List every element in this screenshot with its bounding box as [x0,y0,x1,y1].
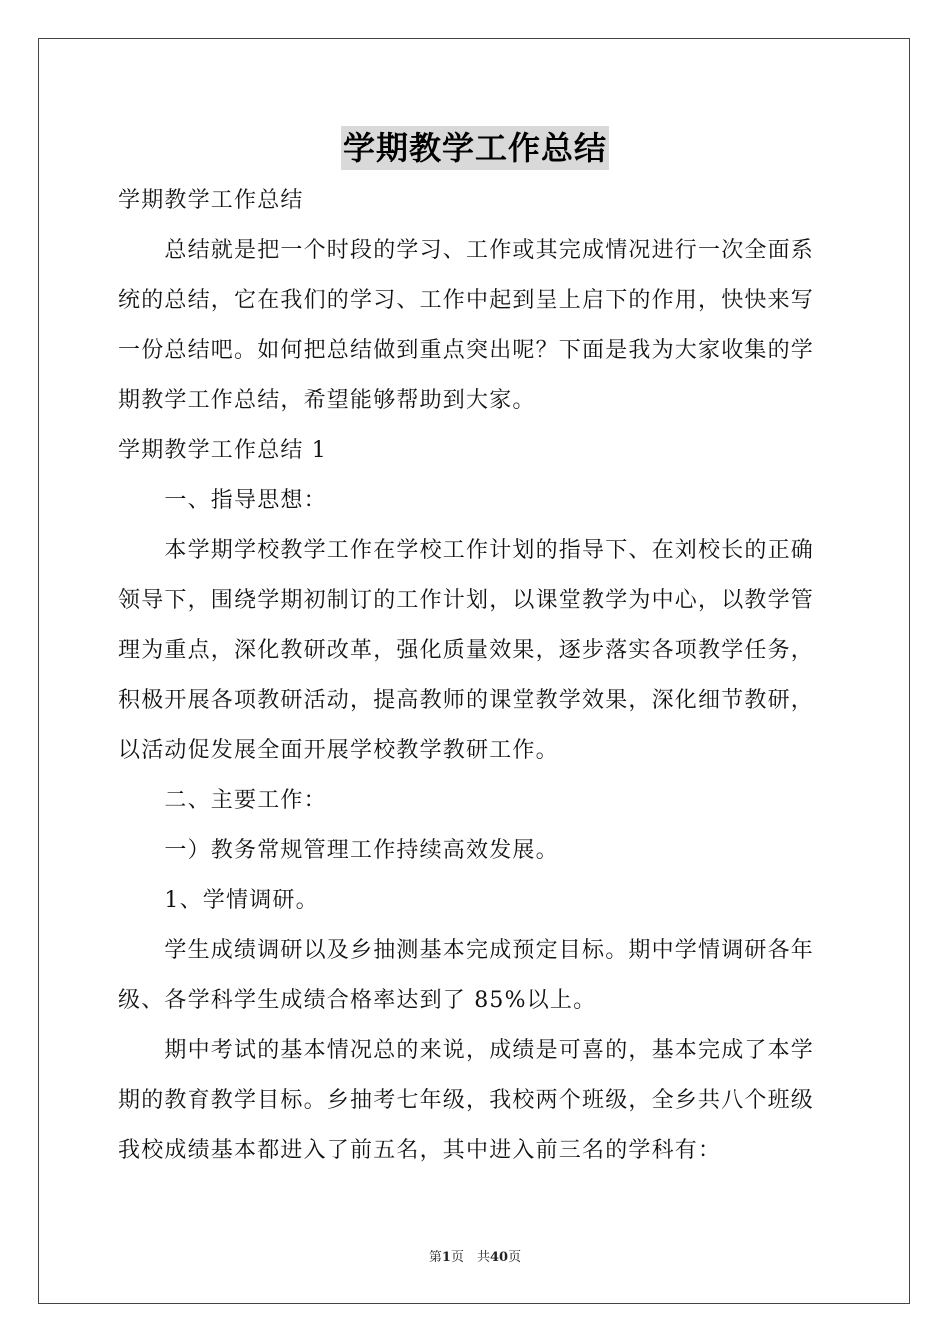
body-line: 本学期学校教学工作在学校工作计划的指导下、在刘校长的正确 [118,538,815,563]
body-line: 一）教务常规管理工作持续高效发展。 [118,838,559,863]
body-line: 以活动促发展全面开展学校教学教研工作。 [118,738,559,763]
title-container [0,126,950,170]
body-line: 我校成绩基本都进入了前五名，其中进入前三名的学科有： [118,1138,722,1163]
body-line: 总结就是把一个时段的学习、工作或其完成情况进行一次全面系 [118,238,815,263]
body-line: 二、主要工作： [118,788,327,813]
body-line: 期教学工作总结，希望能够帮助到大家。 [118,388,536,413]
footer-prefix: 第 [428,1250,442,1265]
footer-mid: 页 共 [450,1250,490,1265]
body-line: 级、各学科学生成绩合格率达到了 85%以上。 [118,988,597,1013]
page-footer [0,1246,950,1265]
footer-suffix: 页 [508,1250,522,1265]
document-body [118,176,834,1176]
body-line: 学生成绩调研以及乡抽测基本完成预定目标。期中学情调研各年 [118,938,815,963]
body-line: 理为重点，深化教研改革，强化质量效果，逐步落实各项教学任务， [118,638,815,663]
body-line: 一份总结吧。如何把总结做到重点突出呢？下面是我为大家收集的学 [118,338,815,363]
body-line: 期中考试的基本情况总的来说，成绩是可喜的，基本完成了本学 [118,1038,815,1063]
body-line: 学期教学工作总结 [118,188,304,213]
body-line: 领导下，围绕学期初制订的工作计划，以课堂教学为中心，以教学管 [118,588,815,613]
document-title: 学期教学工作总结 [341,126,609,170]
body-line: 期的教育教学目标。乡抽考七年级，我校两个班级，全乡共八个班级 [118,1088,815,1113]
footer-current-page: 1 [441,1250,451,1265]
body-line: 学期教学工作总结 1 [118,438,327,463]
body-line: 1、学情调研。 [118,888,319,913]
body-line: 一、指导思想： [118,488,327,513]
body-line: 统的总结，它在我们的学习、工作中起到呈上启下的作用，快快来写 [118,288,815,313]
body-line: 积极开展各项教研活动，提高教师的课堂教学效果，深化细节教研， [118,688,815,713]
footer-total-pages: 40 [489,1250,509,1265]
